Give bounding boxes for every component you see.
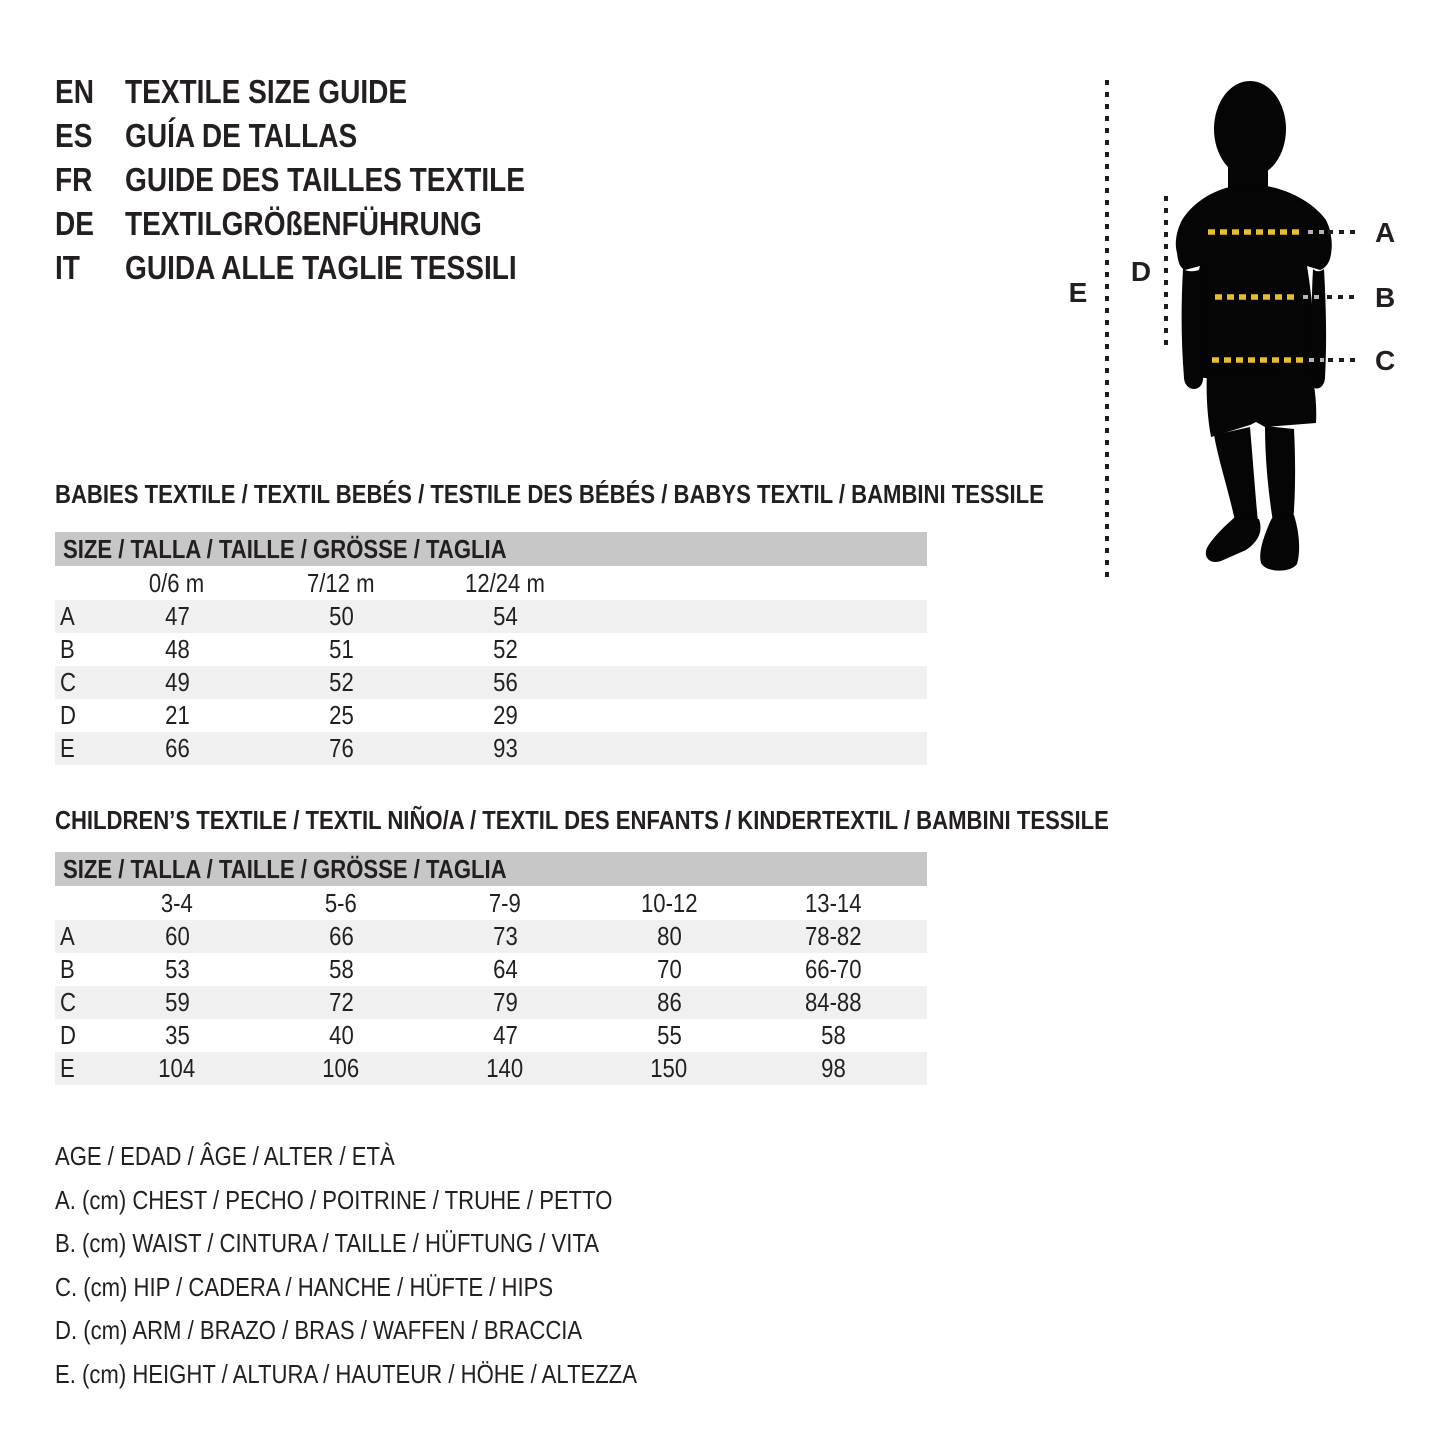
babies-column-header-row bbox=[55, 566, 927, 600]
measurement-legend bbox=[55, 1135, 740, 1396]
table-row bbox=[55, 732, 927, 765]
cell: 56 bbox=[492, 667, 518, 697]
cell: 64 bbox=[492, 954, 518, 984]
cell: 70 bbox=[656, 954, 682, 984]
column-header: 12/24 m bbox=[465, 567, 545, 598]
children-section-title: CHILDREN’S TEXTILE / TEXTIL NIÑO/A / TEXTIL DES ENFANTS / KINDERTEXTIL / BAMBINI TESSILE bbox=[55, 805, 1109, 835]
language-row-es bbox=[55, 114, 596, 158]
cell: 50 bbox=[328, 601, 354, 631]
language-row-it bbox=[55, 246, 596, 290]
row-label: E bbox=[60, 1053, 75, 1083]
figure-label-waist: B bbox=[1375, 282, 1396, 313]
row-label: E bbox=[60, 733, 75, 763]
cell: 66-70 bbox=[804, 954, 862, 984]
legend-line-height: E. (cm) HEIGHT / ALTURA / HAUTEUR / HÖHE / ALTEZZA bbox=[55, 1358, 638, 1389]
language-title: TEXTILE SIZE GUIDE bbox=[125, 73, 408, 110]
cell: 55 bbox=[656, 1020, 682, 1050]
cell: 84-88 bbox=[804, 987, 862, 1017]
column-header: 7-9 bbox=[489, 887, 521, 918]
cell: 80 bbox=[656, 921, 682, 951]
figure-label-height: E bbox=[1068, 277, 1088, 308]
legend-line-chest: A. (cm) CHEST / PECHO / POITRINE / TRUHE / PETTO bbox=[55, 1184, 613, 1215]
cell: 104 bbox=[158, 1053, 196, 1083]
cell: 73 bbox=[492, 921, 518, 951]
cell: 49 bbox=[164, 667, 190, 697]
column-header: 0/6 m bbox=[149, 567, 205, 598]
language-code: EN bbox=[55, 73, 94, 110]
cell: 60 bbox=[164, 921, 190, 951]
language-title: GUIDA ALLE TAGLIE TESSILI bbox=[125, 249, 517, 286]
language-code: FR bbox=[55, 161, 93, 198]
column-header: 3-4 bbox=[161, 887, 193, 918]
row-label: D bbox=[60, 1020, 76, 1050]
table-row bbox=[55, 1052, 927, 1085]
language-row-en bbox=[55, 70, 596, 114]
column-header: 13-14 bbox=[804, 887, 862, 918]
children-size-table bbox=[55, 852, 927, 1085]
children-size-header-bar: SIZE / TALLA / TAILLE / GRÖSSE / TAGLIA bbox=[55, 852, 927, 886]
cell: 48 bbox=[164, 634, 190, 664]
babies-size-table bbox=[55, 532, 927, 765]
child-silhouette-figure bbox=[1060, 70, 1445, 600]
figure-label-chest: A bbox=[1375, 217, 1396, 248]
column-header: 10-12 bbox=[640, 887, 698, 918]
language-title: TEXTILGRÖßENFÜHRUNG bbox=[125, 205, 482, 242]
table-row bbox=[55, 600, 927, 633]
legend-line-hip: C. (cm) HIP / CADERA / HANCHE / HÜFTE / HIPS bbox=[55, 1271, 554, 1302]
cell: 53 bbox=[164, 954, 190, 984]
row-label: B bbox=[60, 954, 75, 984]
legend-line-age: AGE / EDAD / ÂGE / ALTER / ETÀ bbox=[55, 1141, 395, 1171]
table-row bbox=[55, 699, 927, 732]
cell: 21 bbox=[164, 700, 190, 730]
babies-size-header-bar: SIZE / TALLA / TAILLE / GRÖSSE / TAGLIA bbox=[55, 532, 927, 566]
cell: 59 bbox=[164, 987, 190, 1017]
language-row-fr bbox=[55, 158, 596, 202]
cell: 35 bbox=[164, 1020, 190, 1050]
cell: 76 bbox=[328, 733, 354, 763]
cell: 72 bbox=[328, 987, 354, 1017]
cell: 78-82 bbox=[804, 921, 862, 951]
cell: 47 bbox=[164, 601, 190, 631]
table-row bbox=[55, 633, 927, 666]
cell: 25 bbox=[328, 700, 354, 730]
language-title: GUÍA DE TALLAS bbox=[125, 117, 358, 154]
table-row bbox=[55, 953, 927, 986]
cell: 150 bbox=[650, 1053, 688, 1083]
cell: 66 bbox=[328, 921, 354, 951]
cell: 58 bbox=[820, 1020, 846, 1050]
cell: 86 bbox=[656, 987, 682, 1017]
table-row bbox=[55, 666, 927, 699]
legend-line-waist: B. (cm) WAIST / CINTURA / TAILLE / HÜFTUNG / VITA bbox=[55, 1228, 599, 1258]
cell: 66 bbox=[164, 733, 190, 763]
figure-label-hip: C bbox=[1375, 345, 1396, 376]
cell: 58 bbox=[328, 954, 354, 984]
cell: 52 bbox=[328, 667, 354, 697]
cell: 98 bbox=[820, 1053, 846, 1083]
column-header: 7/12 m bbox=[307, 567, 375, 598]
cell: 51 bbox=[328, 634, 354, 664]
cell: 52 bbox=[492, 634, 518, 664]
cell: 29 bbox=[492, 700, 518, 730]
language-title-list bbox=[55, 70, 596, 290]
language-code: IT bbox=[55, 249, 80, 286]
table-row bbox=[55, 1019, 927, 1052]
cell: 93 bbox=[492, 733, 518, 763]
legend-line-arm: D. (cm) ARM / BRAZO / BRAS / WAFFEN / BRACCIA bbox=[55, 1315, 583, 1345]
language-code: ES bbox=[55, 117, 93, 154]
language-row-de bbox=[55, 202, 596, 246]
row-label: C bbox=[60, 667, 76, 697]
row-label: C bbox=[60, 987, 76, 1017]
babies-section-title: BABIES TEXTILE / TEXTIL BEBÉS / TESTILE DES BÉBÉS / BABYS TEXTIL / BAMBINI TESSILE bbox=[55, 479, 1044, 509]
cell: 106 bbox=[322, 1053, 360, 1083]
row-label: A bbox=[60, 601, 75, 631]
children-column-header-row bbox=[55, 886, 927, 920]
cell: 54 bbox=[492, 601, 518, 631]
figure-label-arm: D bbox=[1130, 256, 1152, 287]
cell: 79 bbox=[492, 987, 518, 1017]
row-label: A bbox=[60, 921, 75, 951]
column-header: 5-6 bbox=[325, 887, 357, 918]
row-label: B bbox=[60, 634, 75, 664]
row-label: D bbox=[60, 700, 76, 730]
cell: 40 bbox=[328, 1020, 354, 1050]
table-row bbox=[55, 986, 927, 1019]
table-row bbox=[55, 920, 927, 953]
language-code: DE bbox=[55, 205, 94, 242]
language-title: GUIDE DES TAILLES TEXTILE bbox=[125, 161, 526, 198]
cell: 47 bbox=[492, 1020, 518, 1050]
cell: 140 bbox=[486, 1053, 524, 1083]
